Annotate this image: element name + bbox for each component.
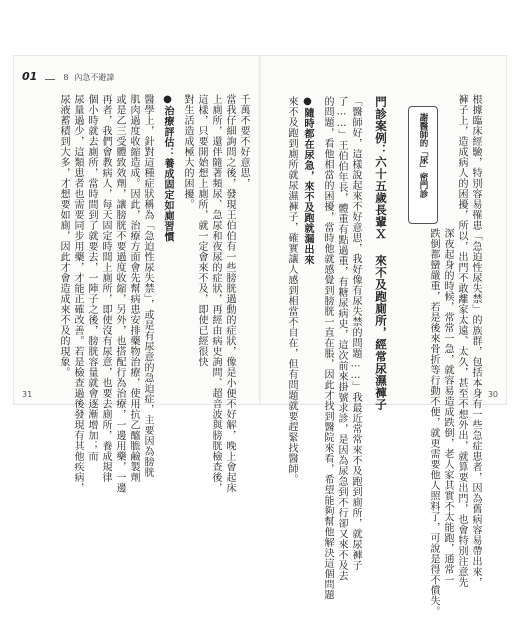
sidebar-label-box <box>408 106 438 224</box>
case-subhead: ●隨時都在尿急，來不及跑就漏出來 <box>302 96 313 265</box>
body-line: 再者，我們會教病人，每天固定時間上廁所，即使沒有尿意，也要去廁所，養成規律 <box>100 94 111 483</box>
case-title: 門診案例：六十五歲長輩Ｘ 來不及跑廁所，經常尿濕褲子 <box>374 96 388 411</box>
case-line: 「醫師好，這樣說起來不好意思，我好像有尿失禁的問題……」我最近常常來不及跑到廁所，就尿褲子 <box>350 96 361 571</box>
case-line: 了……」王伯伯年長，體重有點過重，有糖尿病史，這次前來掛號求診，是因為尿急到不行卻又來不及去 <box>336 96 347 581</box>
case-line: 的問題，看他相當的困擾，當時他就感覺到膀胱一直在脹，因此才找到醫院來看，希望能夠幫他解決這個問題 <box>322 96 333 600</box>
body-line: 尿量過少，這類患者也需要同步用藥，才能正確改善。若是檢查過後發現有其他疾病， <box>72 94 83 493</box>
intro-line: 深夜起身的時候，常常一急，就容易造成跌倒，老人家其實不太能跑，通常一 <box>442 228 453 585</box>
case-line: 來不及跑到廁所就尿濕褲子，確實讓人感到相當不自在，但有問題就要趕緊找醫師。 <box>286 96 297 485</box>
body-line: 上廁所，還伴隨著頻尿、急尿和夜尿的症狀，再經由病史詢問、超音波與膀胱檢查後， <box>210 94 221 493</box>
body-line: 尿液蓄積到大多，才想要如廁，因此才會造成來不及的現象。 <box>58 94 69 378</box>
body-line: 這樣，只要開始想上廁所，就一定會來不及，即使已經很快 <box>196 94 207 367</box>
section-title: ●治療評估：養成固定如廁習慣 <box>162 94 173 242</box>
body-line: 對生活造成極大的困擾。 <box>182 94 193 210</box>
body-line: 醫學上，針對這種症狀稱為「急迫性尿失禁」，或是有尿意的急迫症，主要因為膀胱 <box>142 94 153 478</box>
book-gutter <box>259 56 261 404</box>
chapter-title: 內急不避諱 <box>74 73 115 82</box>
intro-line: 根據臨床經驗，特別容易罹患「急迫性尿失禁」的族群，包括本身有一些急症患者，因為舊病容易帶出來， <box>470 94 481 588</box>
chapter-header <box>22 70 114 83</box>
page-number-right: 30 <box>487 390 498 399</box>
body-line: 肌肉過度收縮造成。因此，治療方面會先幫病患安排藥物治療，使用抗乙醯膽鹼製劑 <box>128 94 139 483</box>
page-number-left: 31 <box>22 390 33 399</box>
body-line: 或是乙三受體致效劑，讓膀胱不要過度收縮，另外，也搭配行為治療，一邊用藥，一邊 <box>114 94 125 493</box>
body-line: 個小時就去廁所，當時間到了就要去，一陣子之後，膀胱容量就會逐漸增加；而 <box>86 94 97 462</box>
intro-line: 褲子上，造成病人的困擾，所以，出門不敢離家太遠、太久，甚至不想外出，就算要出門，也會特別注意先 <box>456 94 467 588</box>
intro-line: 跌倒都蠻嚴重，若是後來骨折等行動不便，就更需要他人照料了，可說是得不償失。 <box>428 228 439 617</box>
body-line: 千萬不要不好意思， <box>238 94 249 189</box>
chapter-label: 8 <box>63 73 69 82</box>
header-divider <box>45 79 55 80</box>
chapter-number: 01 <box>22 70 38 83</box>
body-line: 當我仔細詢問之後，發現王伯伯有一些膀胱過動的症狀，像是小便不好解，晚上會起床 <box>224 94 235 493</box>
sidebar-label: 謝醫師的「尿」密門診 <box>418 113 428 198</box>
